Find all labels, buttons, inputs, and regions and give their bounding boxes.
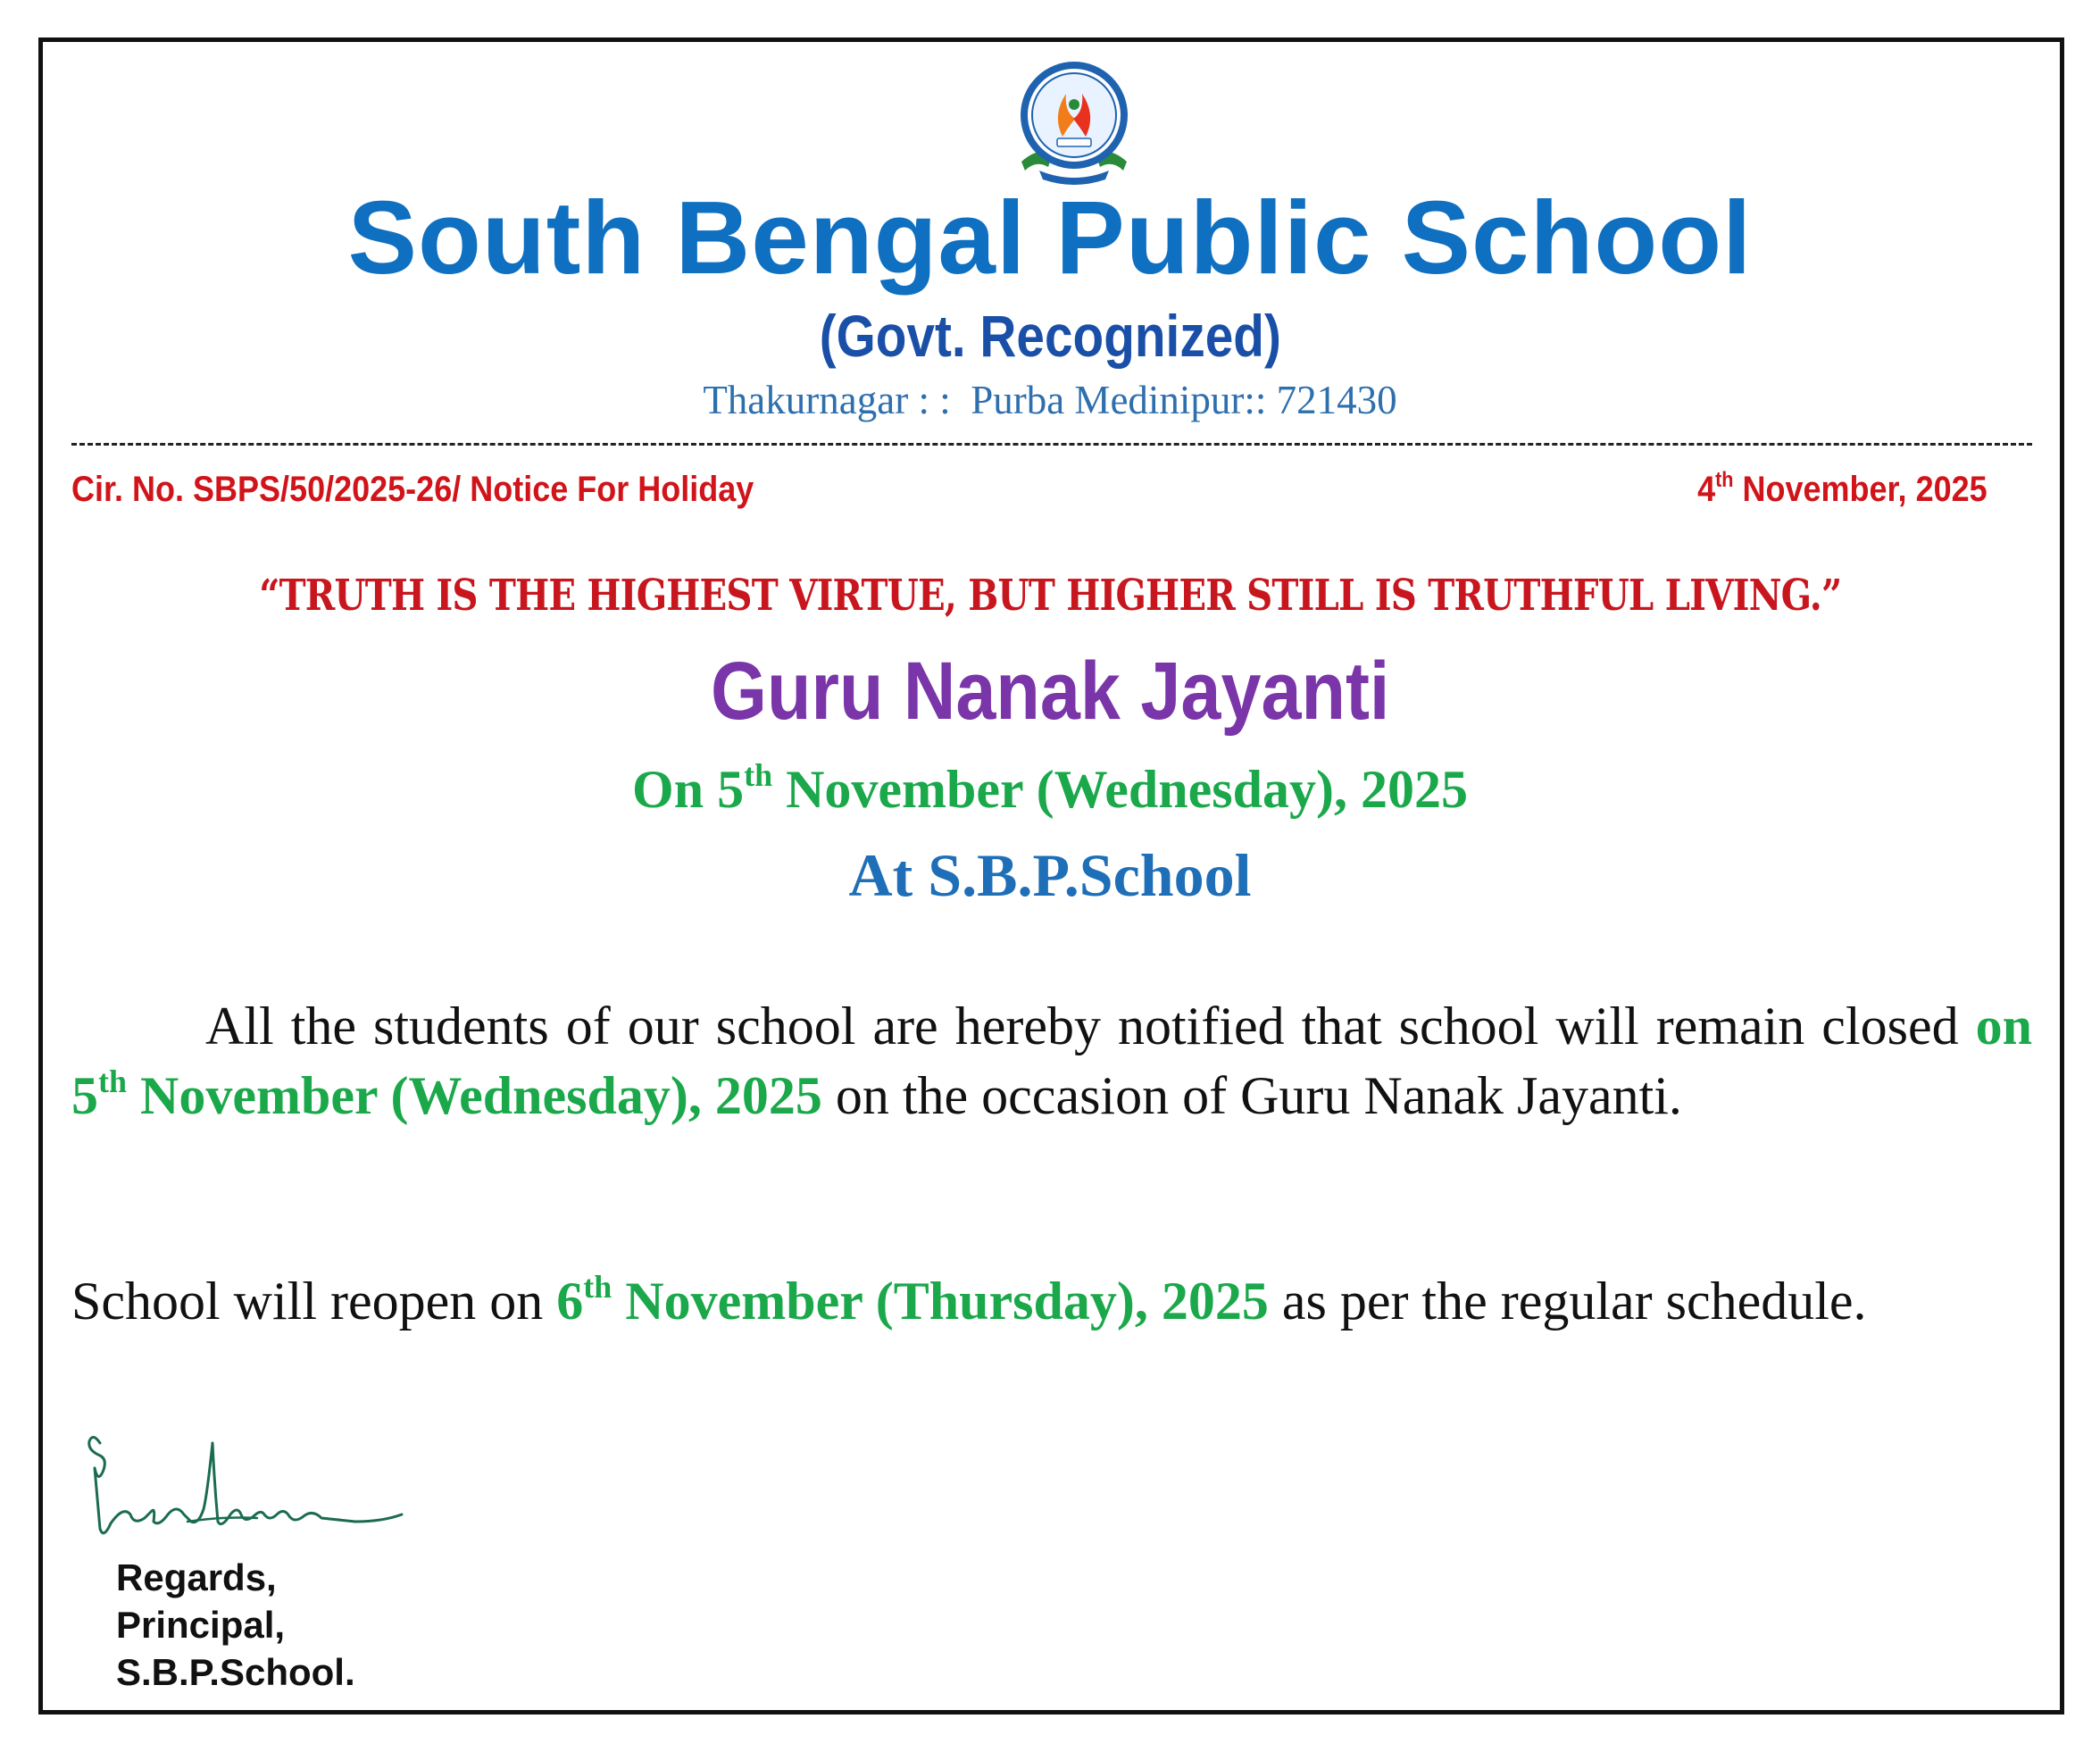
notice-paragraph-closure — [71, 991, 2032, 1130]
date-ordinal: th — [1715, 468, 1734, 492]
principal-signature — [88, 1429, 409, 1545]
event-date — [0, 755, 2100, 823]
reopen-date-highlight — [556, 1269, 1269, 1331]
dashed-separator — [71, 443, 2032, 446]
date-rest: November, 2025 — [1733, 470, 1988, 509]
para1-end: on the occasion of Guru Nanak Jayanti. — [821, 1066, 1682, 1125]
para2-end: as per the regular schedule. — [1268, 1272, 1867, 1331]
signoff-regards: Regards, — [116, 1556, 277, 1598]
signoff-block — [116, 1554, 355, 1696]
motto-quote: “TRUTH IS THE HIGHEST VIRTUE, BUT HIGHER STILL IS TRUTHFUL LIVING.” — [259, 571, 1842, 621]
recognition-status: (Govt. Recognized) — [819, 303, 1281, 369]
circular-date — [1697, 464, 1988, 514]
school-name: South Bengal Public School — [347, 179, 1753, 296]
signoff-title: Principal, — [116, 1604, 286, 1646]
reopen-date-ordinal: th — [583, 1269, 612, 1305]
date-day: 4 — [1697, 470, 1716, 509]
event-date-ordinal: th — [744, 757, 773, 793]
event-date-rest: November (Wednesday), 2025 — [772, 760, 1468, 819]
para2-start: School will reopen on — [71, 1272, 557, 1331]
circular-number: Cir. No. SBPS/50/2025-26/ Notice For Holiday — [71, 470, 754, 509]
closure-date-ordinal: th — [98, 1064, 128, 1099]
reopen-date-rest: November (Thursday), 2025 — [612, 1272, 1269, 1331]
event-title: Guru Nanak Jayanti — [711, 646, 1390, 737]
reopen-date-prefix: 6 — [556, 1272, 584, 1331]
event-date-prefix: On 5 — [632, 760, 745, 819]
signoff-school: S.B.P.School. — [116, 1651, 355, 1693]
school-emblem-icon — [1012, 56, 1136, 188]
notice-paragraph-reopen — [71, 1266, 2032, 1336]
closure-date-rest: November (Wednesday), 2025 — [127, 1066, 822, 1125]
event-venue: At S.B.P.School — [848, 841, 1252, 909]
closure-date-prefix: on 5 — [71, 997, 2032, 1125]
school-address: Thakurnagar : : Purba Medinipur:: 721430 — [703, 378, 1397, 422]
para1-start: All the students of our school are hereby notified that school will remain closed — [205, 997, 1976, 1055]
